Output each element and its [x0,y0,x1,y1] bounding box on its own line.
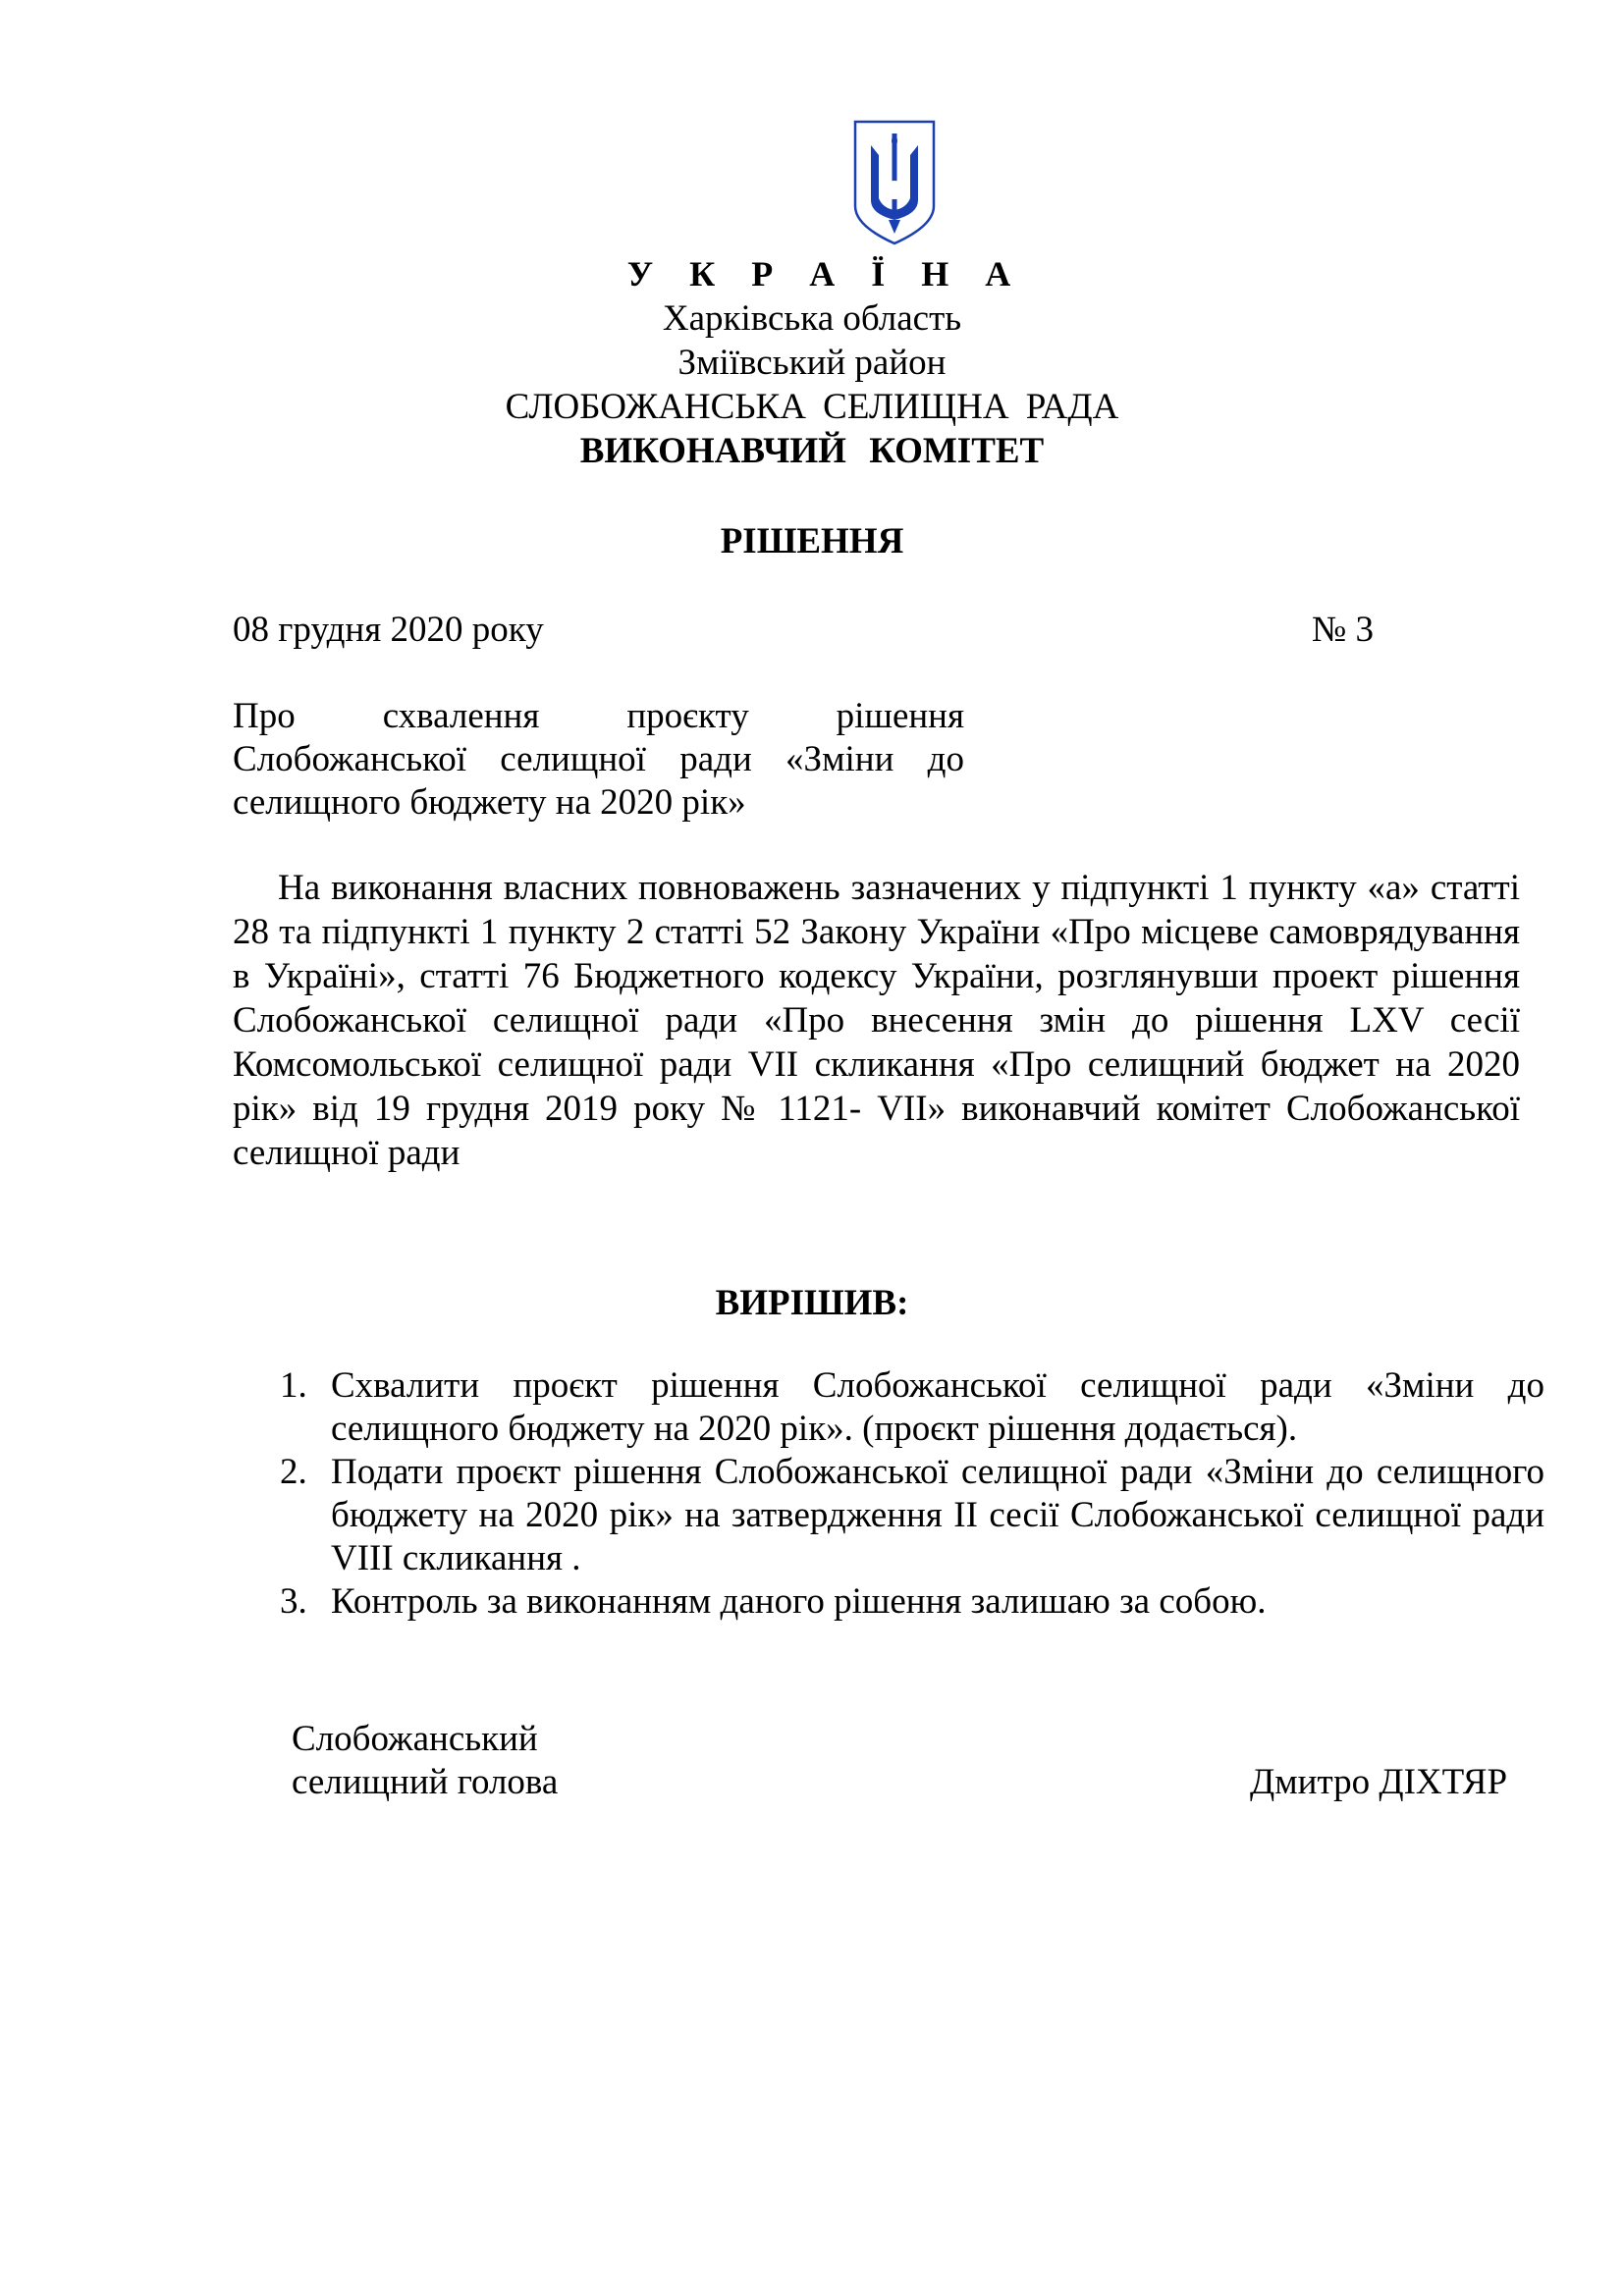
signatory-title [292,1718,558,1804]
signatory-title-line: Слобожанський [292,1719,538,1759]
committee-name: ВИКОНАВЧИЙ КОМІТЕТ [579,431,1045,471]
resolution-number: 2. [280,1452,307,1492]
decided-heading: ВИРІШИВ: [715,1283,909,1323]
resolution-number: 3. [280,1581,307,1622]
trident-emblem-icon [849,116,940,248]
signatory-name: Дмитро ДІХТЯР [1250,1762,1508,1802]
resolution-number: 1. [280,1365,307,1406]
resolution-item [280,1580,1544,1624]
resolution-text: Контроль за виконанням даного рішення залишаю за собою. [331,1581,1267,1622]
document-date: 08 грудня 2020 року [233,610,544,650]
resolution-text: Схвалити проєкт рішення Слобожанської селищної ради «Зміни до селищного бюджету на 2020 рік». (проєкт рішення додається). [331,1365,1544,1449]
resolution-item [280,1451,1544,1580]
council-name: СЛОБОЖАНСЬКА СЕЛИЩНА РАДА [505,387,1119,427]
raion-name: Зміївський район [677,343,947,383]
resolution-item [280,1364,1544,1451]
resolution-text: Подати проєкт рішення Слобожанської селищної ради «Зміни до селищного бюджету на 2020 рік» на затвердження ІІ сесії Слобожанської селищної ради VIIІ скликання . [331,1452,1544,1578]
oblast-name: Харківська область [662,298,962,339]
document-number: № 3 [1312,610,1375,650]
document-title: РІШЕННЯ [720,521,904,561]
document-preamble: На виконання власних повноважень зазначених у підпункті 1 пункту «а» статті 28 та підпункті 1 пункту 2 статті 52 Закону України «Про місцеве самоврядування в Україні», статті 76 Бюджетного кодексу України, розглянувши проект рішення Слобожанської селищної ради «Про внесення змін до рішення LXV сесії Комсомольської селищної ради VII скликання «Про селищний бюджет на 2020 рік» від 19 грудня 2019 року № 1121- VII» виконавчий комітет Слобожанської селищної ради [233,868,1520,1173]
country-name: У К Р А Ї Н А [626,254,1025,294]
resolution-list [280,1364,1544,1624]
document-subject: Про схвалення проєкту рішення Слобожанської селищної ради «Зміни до селищного бюджету на 2020 рік» [233,696,964,823]
signatory-title-line: селищний голова [292,1762,559,1802]
